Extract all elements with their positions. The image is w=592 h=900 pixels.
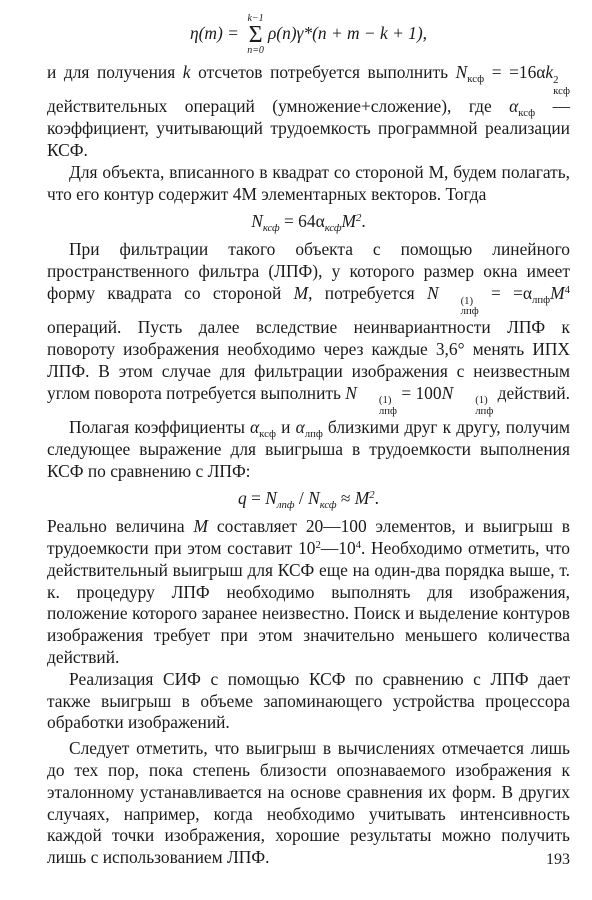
page-body xyxy=(47,14,570,869)
paragraph-1: и для получения k отсчетов потребуется выполнить $N_{ксф} = =16\alpha k$ 2 ксф действительных операций (умножение+сложение), где $\alpha_{ксф}$ — коэффициент, учитывающий трудоемкость программной реализации КСФ. xyxy=(47,62,570,160)
sum-upper-limit: k−1 xyxy=(247,13,264,24)
paragraph-4: Полагая коэффициенты $\alpha_{ксф}$ и $\alpha_{лпф}$ близкими друг к другу, получим следующее выражение для выигрыша в трудоемкости выполнения КСФ по сравнению с ЛПФ: xyxy=(47,416,570,481)
paragraph-6: Реализация СИФ с помощью КСФ по сравнению с ЛПФ дает также выигрыш в объеме запоминающего устройства процессора обработки изображений. xyxy=(47,668,570,733)
paragraph-3: При фильтрации такого объекта с помощью линейного пространственного фильтра (ЛПФ), у которого размер окна имеет форму квадрата со стороной M, потребуется N (1) лпф = $=\alpha_{лпф}M^4$ операций. Пусть далее вследствие неинвариантности ЛПФ к повороту изображения необходимо через каждые 3,6° менять ИПХ ЛПФ. В этом случае для фильтрации изображения с неизвестным углом поворота потребуется выполнить N (1) лпф = 100N (1) лпф действий. xyxy=(47,239,571,418)
equation-q: $q = N_{лпф} / N_{ксф} \approx M^2$. xyxy=(238,488,379,512)
paragraph-7: Следует отметить, что выигрыш в вычислениях отмечается лишь до тех пор, пока степень близости опознаваемого изображения к эталонному устанавливается на основе сравнения их форм. В других случаях, например, когда необходимо учитывать интенсивность каждой точки изображения, хорошие результаты можно получить лишь с использованием ЛПФ. xyxy=(47,738,570,868)
paragraph-5: Реально величина M составляет 20—100 элементов, и выигрыш в трудоемкости при этом составит $10^2—10^4$. Необходимо отметить, что действительный выигрыш для КСФ еще на один-два порядка выше, т. к. процедуру ЛПФ необходимо выполнять для изображения, положение которого заранее неизвестно. Поиск и выделение контуров изображения требует при этом значительно меньшего количества действий. xyxy=(47,516,571,667)
sigma-symbol: Σ xyxy=(248,22,263,48)
sum-operator xyxy=(247,14,264,56)
equation-rhs: ρ(n)γ*(n + m − k + 1), xyxy=(267,23,428,43)
paragraph-2: Для объекта, вписанного в квадрат со стороной M, будем полагать, что его контур содержит 4M элементарных векторов. Тогда xyxy=(47,161,570,204)
equation-eta xyxy=(47,14,570,56)
equation-lhs: η(m) = xyxy=(189,23,244,43)
equation-nksf: $N_{ксф} = 64\alpha_{ксф}M^2$. xyxy=(251,211,366,235)
sum-lower-limit: n=0 xyxy=(247,45,264,56)
page-number: 193 xyxy=(546,851,570,868)
